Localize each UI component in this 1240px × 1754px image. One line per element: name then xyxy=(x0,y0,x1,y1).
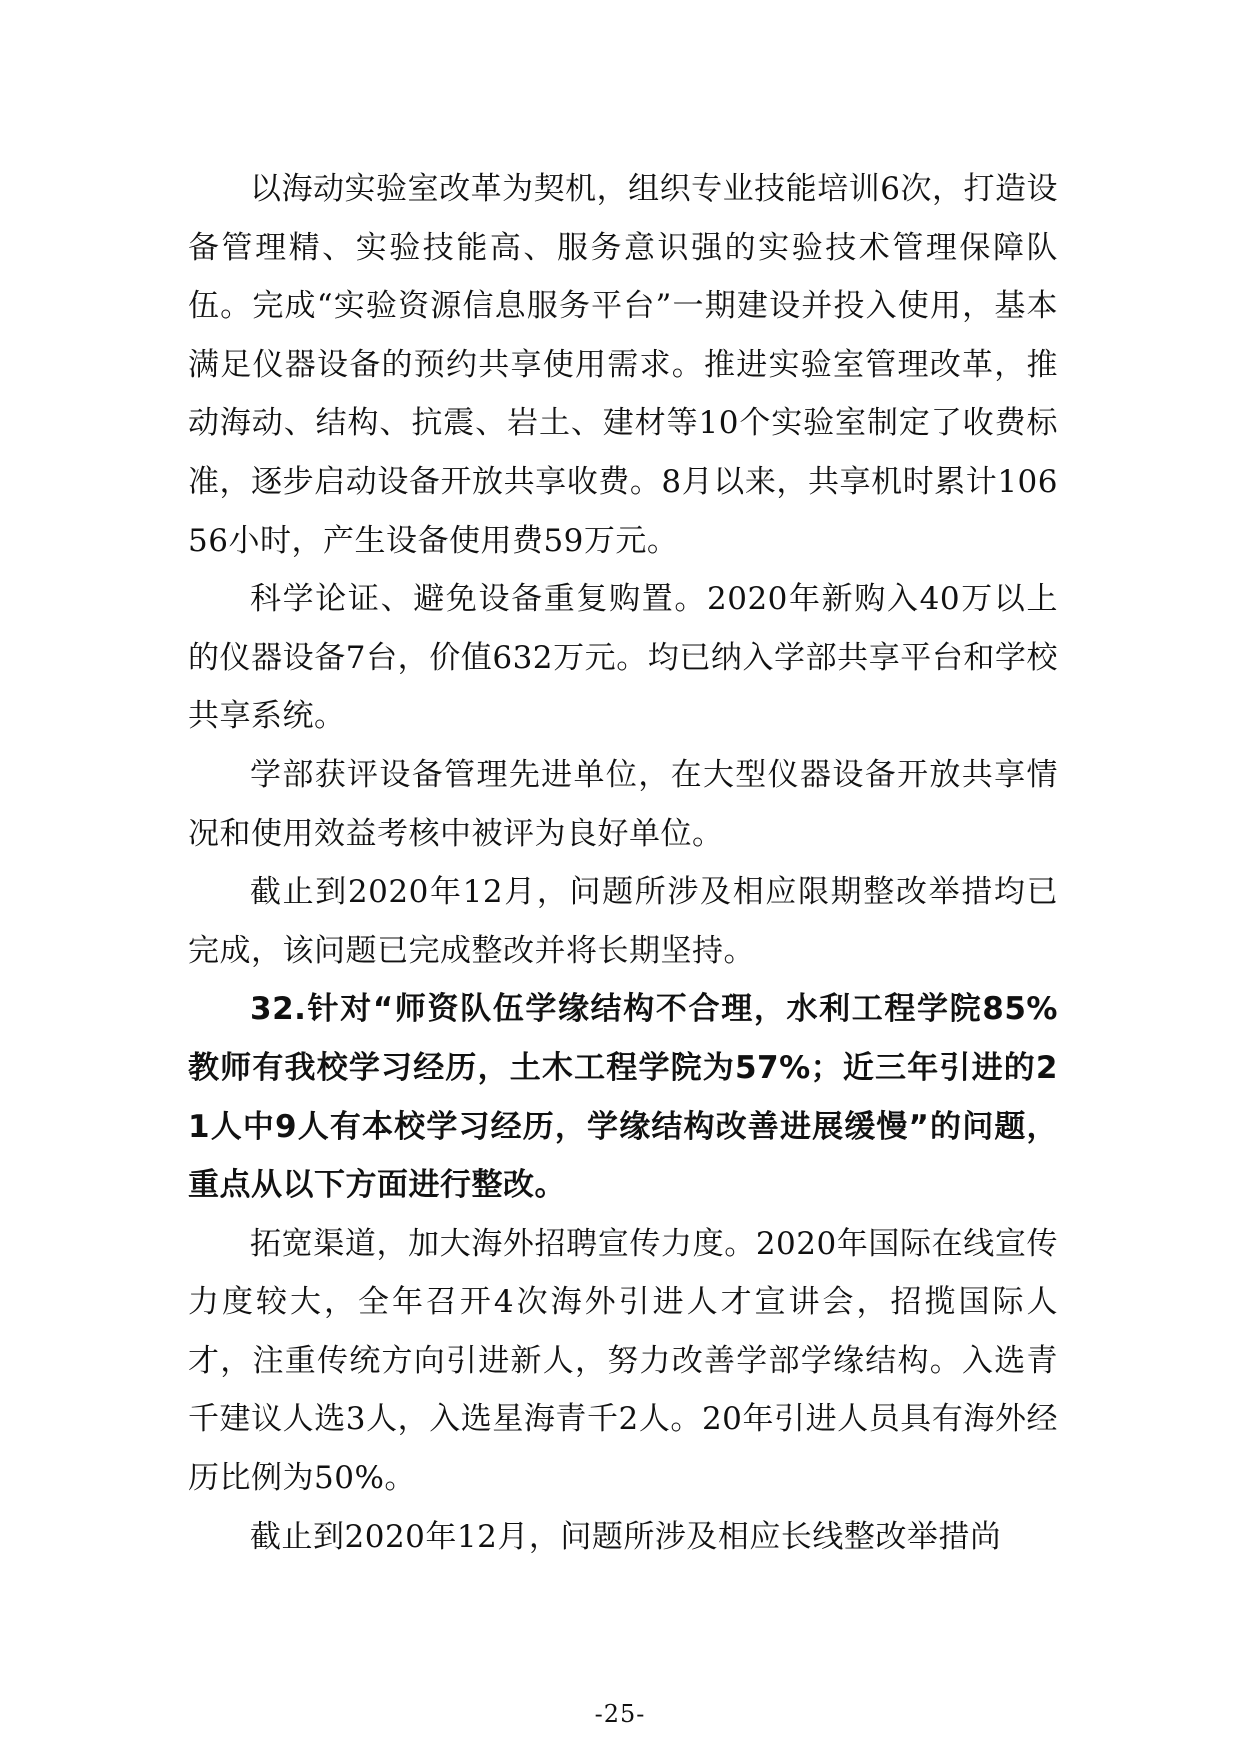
paragraph-equipment-purchase: 科学论证、避免设备重复购置。2020年新购入40万以上的仪器设备7台，价值632万元。均已纳入学部共享平台和学校共享系统。 xyxy=(188,581,1058,735)
paragraph-lab-reform: 以海动实验室改革为契机，组织专业技能培训6次，打造设备管理精、实验技能高、服务意识强的实验技术管理保障队伍。完成“实验资源信息服务平台”一期建设并投入使用，基本满足仪器设备的预约共享使用需求。推进实验室管理改革，推动海动、结构、抗震、岩土、建材等10个实验室制定了收费标准，逐步启动设备开放共享收费。8月以来，共享机时累计10656小时，产生设备使用费59万元。 xyxy=(188,171,1058,559)
paragraph-rectification-status: 截止到2020年12月，问题所涉及相应限期整改举措均已完成，该问题已完成整改并将长期坚持。 xyxy=(188,874,1058,969)
paragraph-overseas-recruitment: 拓宽渠道，加大海外招聘宣传力度。2020年国际在线宣传力度较大，全年召开4次海外引进人才宣讲会，招揽国际人才，注重传统方向引进新人，努力改善学部学缘结构。入选青千建议人选3人，入选星海青千2人。20年引进人员具有海外经历比例为50%。 xyxy=(188,1225,1058,1497)
paragraph-long-term-status: 截止到2020年12月，问题所涉及相应长线整改举措尚 xyxy=(250,1518,1002,1555)
document-body xyxy=(188,160,1058,1566)
paragraph-award: 学部获评设备管理先进单位，在大型仪器设备开放共享情况和使用效益考核中被评为良好单位。 xyxy=(188,756,1058,852)
section-heading-32: 32.针对“师资队伍学缘结构不合理，水利工程学院85%教师有我校学习经历，土木工程学院为57%；近三年引进的21人中9人有本校学习经历，学缘结构改善进展缓慢”的问题，重点从以下方面进行整改。 xyxy=(188,991,1058,1204)
page-number: -25- xyxy=(594,1700,646,1728)
